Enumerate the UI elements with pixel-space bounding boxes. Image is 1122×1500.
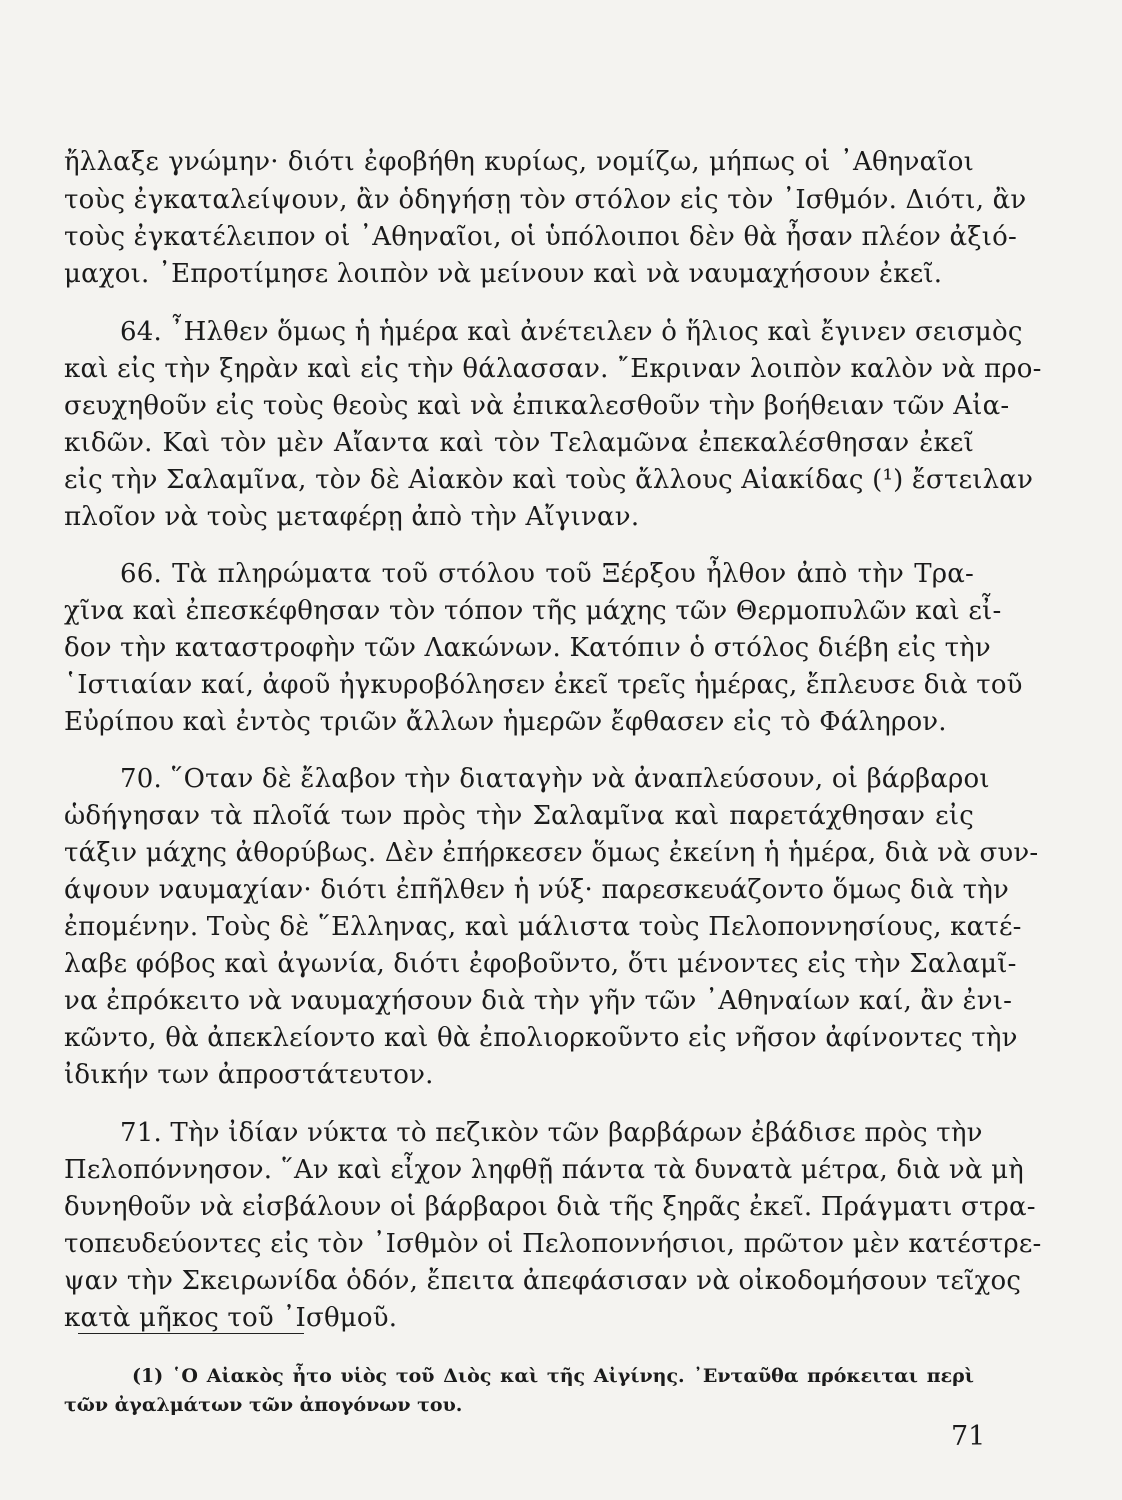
text-line: ῾Ιστιαίαν καί, ἀφοῦ ἠγκυροβόλησεν ἐκεῖ τρεῖς ἡμέρας, ἔπλευσε διὰ τοῦ	[64, 670, 1023, 700]
page-number: 71	[951, 1421, 986, 1452]
text-line: εἰς τὴν Σαλαμῖνα, τὸν δὲ Αἰακὸν καὶ τοὺς ἄλλους Αἰακίδας (¹) ἔστειλαν	[64, 465, 1034, 495]
text-line: ἤλλαξε γνώμην· διότι ἐφοβήθη κυρίως, νομίζω, μήπως οἱ ᾿Αθηναῖοι	[64, 147, 974, 177]
text-line: λαβε φόβος καὶ ἀγωνία, διότι ἐφοβοῦντο, ὅτι μένοντες εἰς τὴν Σαλαμῖ-	[64, 949, 1017, 979]
text-line: Πελοπόννησον. ῞Αν καὶ εἶχον ληφθῇ πάντα τὰ δυνατὰ μέτρα, διὰ νὰ μὴ	[64, 1155, 1024, 1185]
text-line: ψαν τὴν Σκειρωνίδα ὁδόν, ἔπειτα ἀπεφάσισαν νὰ οἰκοδομήσουν τεῖχος	[64, 1266, 1022, 1296]
text-line: κατὰ μῆκος τοῦ ᾿Ισθμοῦ.	[64, 1303, 398, 1333]
text-line: 70. ῞Οταν δὲ ἔλαβον τὴν διαταγὴν νὰ ἀναπλεύσουν, οἱ βάρβαροι	[120, 764, 990, 794]
text-line: ἰδικήν των ἀπροστάτευτον.	[64, 1060, 434, 1090]
text-line: δυνηθοῦν νὰ εἰσβάλουν οἱ βάρβαροι διὰ τῆς ξηρᾶς ἐκεῖ. Πράγματι στρα-	[64, 1192, 1036, 1222]
text-line: τοπευδεύοντες εἰς τὸν ᾿Ισθμὸν οἱ Πελοποννήσιοι, πρῶτον μὲν κατέστρε-	[64, 1229, 1042, 1259]
footnote-divider	[78, 1333, 304, 1334]
text-line: κῶντο, θὰ ἀπεκλείοντο καὶ θὰ ἐπολιορκοῦντο εἰς νῆσον ἀφίνοντες τὴν	[64, 1023, 1018, 1053]
footnote-line: τῶν ἀγαλμάτων τῶν ἀπογόνων του.	[64, 1394, 463, 1416]
text-line: τοὺς ἐγκατέλειπον οἱ ᾿Αθηναῖοι, οἱ ὑπόλοιποι δὲν θὰ ἦσαν πλέον ἀξιό-	[64, 222, 1017, 252]
text-line: τάξιν μάχης ἀθορύβως. Δὲν ἐπήρκεσεν ὅμως ἐκείνη ἡ ἡμέρα, διὰ νὰ συν-	[64, 838, 1039, 868]
text-line: Εὐρίπου καὶ ἐντὸς τριῶν ἄλλων ἡμερῶν ἔφθασεν εἰς τὸ Φάληρον.	[64, 707, 947, 737]
text-line: ὡδήγησαν τὰ πλοῖά των πρὸς τὴν Σαλαμῖνα καὶ παρετάχθησαν εἰς	[64, 801, 974, 831]
text-line: σευχηθοῦν εἰς τοὺς θεοὺς καὶ νὰ ἐπικαλεσθοῦν τὴν βοήθειαν τῶν Αἰα-	[64, 391, 1010, 421]
text-line: ἐπομένην. Τοὺς δὲ ῞Ελληνας, καὶ μάλιστα τοὺς Πελοποννησίους, κατέ-	[64, 912, 1022, 942]
text-line: να ἐπρόκειτο νὰ ναυμαχήσουν διὰ τὴν γῆν τῶν ᾿Αθηναίων καί, ἂν ἐνι-	[64, 986, 1013, 1016]
text-line: 66. Τὰ πληρώματα τοῦ στόλου τοῦ Ξέρξου ἦλθον ἀπὸ τὴν Τρα-	[120, 559, 974, 589]
text-line: δον τὴν καταστροφὴν τῶν Λακώνων. Κατόπιν ὁ στόλος διέβη εἰς τὴν	[64, 633, 991, 663]
text-line: τοὺς ἐγκαταλείψουν, ἂν ὁδηγήσῃ τὸν στόλον εἰς τὸν ᾿Ισθμόν. Διότι, ἂν	[64, 185, 1027, 215]
text-line: μαχοι. ᾿Επροτίμησε λοιπὸν νὰ μείνουν καὶ νὰ ναυμαχήσουν ἐκεῖ.	[64, 259, 943, 289]
text-line: άψουν ναυμαχίαν· διότι ἐπῆλθεν ἡ νύξ· παρεσκευάζοντο ὅμως διὰ τὴν	[64, 875, 1009, 905]
text-line: χῖνα καὶ ἐπεσκέφθησαν τὸν τόπον τῆς μάχης τῶν Θερμοπυλῶν καὶ εἶ-	[64, 596, 1002, 626]
text-line: καὶ εἰς τὴν ξηρὰν καὶ εἰς τὴν θάλασσαν. ῎Εκριναν λοιπὸν καλὸν νὰ προ-	[64, 354, 1042, 384]
text-line: πλοῖον νὰ τοὺς μεταφέρῃ ἀπὸ τὴν Αἴγιναν.	[64, 502, 640, 532]
text-line: κιδῶν. Καὶ τὸν μὲν Αἴαντα καὶ τὸν Τελαμῶνα ἐπεκαλέσθησαν ἐκεῖ	[64, 428, 974, 458]
text-line: 71. Τὴν ἰδίαν νύκτα τὸ πεζικὸν τῶν βαρβάρων ἐβάδισε πρὸς τὴν	[120, 1118, 983, 1148]
text-line: 64. ῏Ηλθεν ὅμως ἡ ἡμέρα καὶ ἀνέτειλεν ὁ ἥλιος καὶ ἔγινεν σεισμὸς	[120, 317, 1023, 347]
footnote-line: (1) ῾Ο Αἰακὸς ἦτο υἱὸς τοῦ Διὸς καὶ τῆς Αἰγίνης. ᾿Ενταῦθα πρόκειται περὶ	[132, 1365, 974, 1387]
